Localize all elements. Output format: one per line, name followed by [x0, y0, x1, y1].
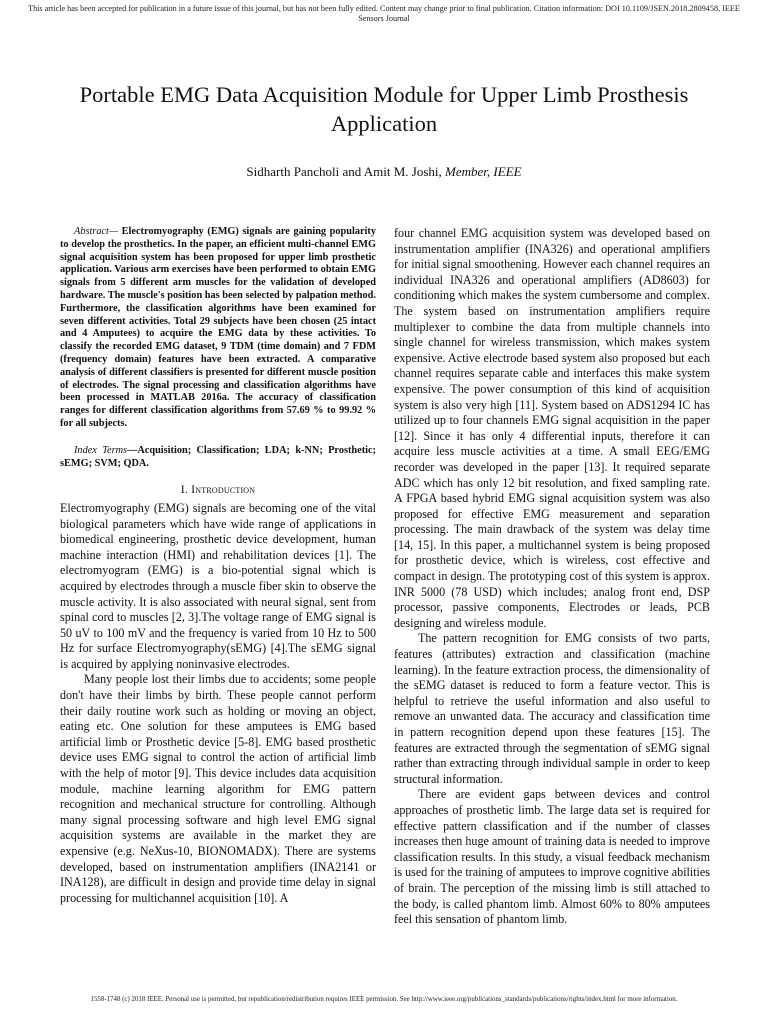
author-line: [40, 164, 728, 180]
body-paragraph: The pattern recognition for EMG consists of two parts, features (attributes) extraction and classification (machine learning). In the feature extraction process, the dimensionality of the sEMG dataset is reduced to form a feature vector. This is helpful to retrieve the useful information and also useful to remove an unwanted data. The accuracy and classification time in pattern recognition depend upon these features [15]. The features are extracted through the segmentation of sEMG signal rather than extracting through individual sample in order to keep structural information.: [394, 631, 710, 786]
body-paragraph: four channel EMG acquisition system was developed based on instrumentation amplifier (INA326) and operational amplifiers for initial signal smoothening. However each channel requires an individual INA326 and operational amplifiers (AD8603) for conditioning which makes the system cumbersome and complex. The system based on instrumentation amplifiers require multiplexer to combine the data from multiple channels into single channel for wireless transmission, which makes system expensive. Active electrode based system also proposed but each channel requires separate cable and interfaces this make system expensive. The power consumption of this kind of acquisition system is also very high [11]. System based on ADS1294 IC has utilized up to four channels EMG signal acquisition in the paper [12]. Since it has only 4 differential inputs, therefore it can acquire less muscle activities at a time. A small EEG/EMG recorder was developed in the paper [13]. It required separate ADC which has only 12 bit resolution, and fixed sampling rate. A FPGA based hybrid EMG signal acquisition system was also proposed for effective EMG measurement and separation processing. The main drawback of the system was delay time [14, 15]. In this paper, a multichannel system is being proposed for prosthetic device, which is wireless, cost effective and compact in design. The prototyping cost of this system is approx. INR 5000 (78 USD) which includes; analog front end, DSP processor, passive components, Electrodes or leads, PCB designing and wireless module.: [394, 226, 710, 630]
body-paragraph: There are evident gaps between devices and control approaches of prosthetic limb. The large data set is required for effective pattern classification and if the number of classes increases then huge amount of training data is needed to improve classification results. In this study, a visual feedback mechanism is used for the training of amputees to improve cognitive abilities of brain. The perception of the missing limb is still attached to the body, is called phantom limb. Almost 60% to 80% amputees feel this sensation of phantom limb.: [394, 787, 710, 927]
index-terms-lead: Index Terms: [74, 444, 128, 456]
abstract-lead: Abstract—: [74, 226, 119, 237]
left-column: [60, 226, 376, 906]
right-column: [394, 226, 710, 928]
abstract-body: Electromyography (EMG) signals are gaining popularity to develop the prosthetics. In the paper, an efficient multi-channel EMG signal acquisition system has been proposed for upper limb prosthetic application. Various arm exercises have been performed to obtain EMG signals from 5 different arm muscles for the validation of developed hardware. The muscle's position has been selected by palpation method. Furthermore, the classification algorithms have been examined for seven different activities. Total 29 subjects have been chosen (25 intact and 4 Amputees) to acquire the EMG data by these activities. To classify the recorded EMG dataset, 9 TDM (time domain) and 7 FDM (frequency domain) features have been extracted. A comparative analysis of different classifiers is presented for different muscle position of electrodes. The signal processing and classification algorithms have been processed in MATLAB 2016a. The accuracy of classification ranges for different classification algorithms from 57.69 % to 99.92 % for all subjects.: [60, 226, 376, 429]
paper-title: Portable EMG Data Acquisition Module for Upper Limb Prosthesis Application: [79, 82, 689, 136]
section-heading-introduction: I. Introduction: [180, 482, 256, 497]
body-paragraph: Many people lost their limbs due to accidents; some people don't have their limbs by birth. These people cannot perform their daily routine work such as holding or moving an object, eating etc. One solution for these amputees is EMG based artificial limb or Prosthetic device [5-8]. EMG based prosthetic device uses EMG signal to control the action of artificial limb with the help of motor [9]. This device includes data acquisition module, machine learning algorithm for EMG pattern recognition and mechanical structure for controlling. Although many signal processing software and high level EMG signal acquisition systems are available in the market they are expensive (e.g. NeXus-10, BIONOMADX). There are systems developed, based on instrumentation amplifiers (INA2141 or INA128), are difficult in design and provide time delay in signal processing for multichannel acquisition [10]. A: [60, 672, 376, 905]
author-names: Sidharth Pancholi and Amit M. Joshi,: [246, 164, 442, 179]
index-terms-body: —Acquisition; Classification; LDA; k-NN; Prosthetic; sEMG; SVM; QDA.: [60, 444, 376, 469]
index-terms: [60, 445, 376, 471]
journal-header-note: This article has been accepted for publication in a future issue of this journal, but has not been fully edited. Content may change prior to final publication. Citation information: DOI 10.1109/JSEN.2018.2809458, IEEE Sensors Journal: [28, 4, 740, 23]
abstract: [60, 226, 376, 431]
copyright-footer: 1558-1748 (c) 2018 IEEE. Personal use is permitted, but republication/redistribution requires IEEE permission. See http://www.ieee.org/publications_standards/publications/rights/index.html for more information.: [90, 996, 678, 1003]
body-paragraph: Electromyography (EMG) signals are becoming one of the vital biological parameters which have wide range of applications in biomedical engineering, prosthetic device development, human machine interaction (HMI) and rehabilitation devices [1]. The electromyogram (EMG) is a bio-potential signal which is acquired by electrodes through a muscle fiber skin to observe the muscle activity. It is also associated with neural signal, sent from spinal cord to muscles [2, 3].The voltage range of EMG signal is 50 uV to 100 mV and the frequency is varied from 10 Hz to 500 Hz for surface Electromyography(sEMG) [4].The sEMG signal is acquired by applying noninvasive electrodes.: [60, 500, 376, 671]
author-role: Member, IEEE: [445, 164, 522, 179]
